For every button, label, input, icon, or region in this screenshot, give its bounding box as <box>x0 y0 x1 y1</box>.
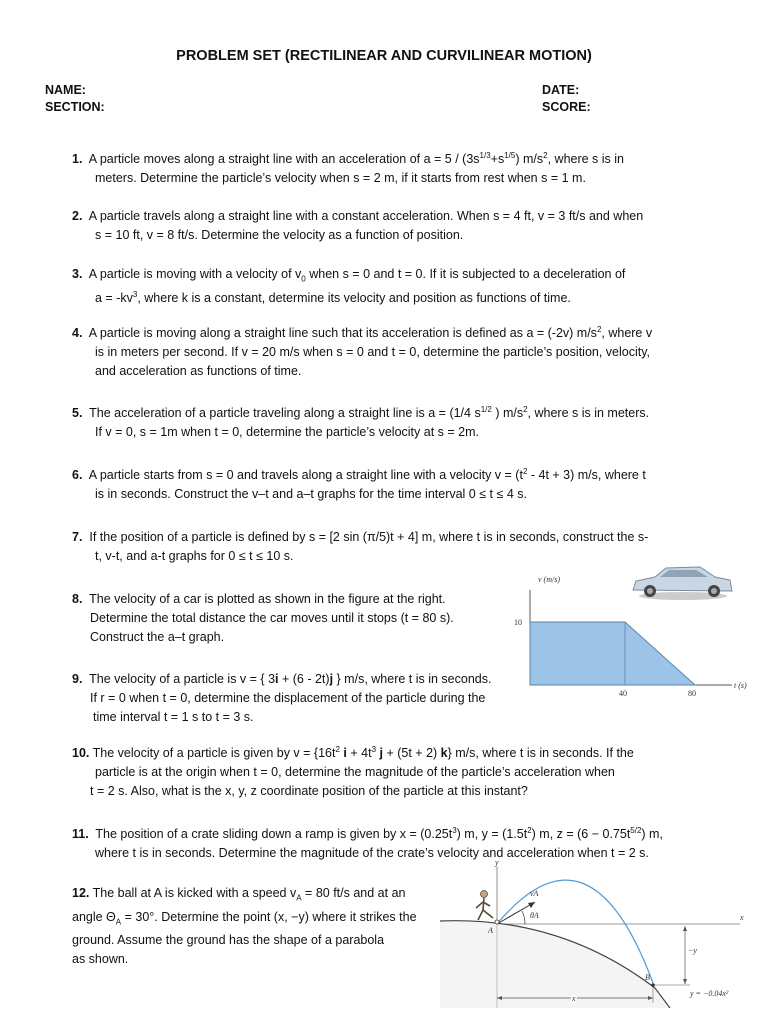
ground-fill <box>440 921 670 1008</box>
problem-7: 7. If the position of a particle is defined by s = [2 sin (π/5)t + 4] m, where t is in seconds, construct the s- t, v-t, and a-t graphs for 0 ≤ t ≤ 10 s. <box>72 530 649 563</box>
t-tick-40: 40 <box>619 689 627 698</box>
thetaA-label: θA <box>530 911 539 920</box>
parabola-equation: y = −0.04x² <box>690 989 729 998</box>
problem-10: 10. The velocity of a particle is given by $v = \{16t^2$ $i + 4t^3$ j + (5t + 2) k} m/s, where t is in seconds. If the particle is at the origin when t = 0, determine the magnitude of the particle’s acceleration when t = 2 s. Also, what is the x, y, z coordinate position of the particle at this instant? <box>72 745 634 798</box>
neg-y-label: −y <box>688 946 697 955</box>
v-axis-label: v (m/s) <box>538 575 560 584</box>
section-label: SECTION: <box>45 100 105 114</box>
date-score-labels <box>542 82 591 116</box>
problem-8: 8. The velocity of a car is plotted as shown in the figure at the right. Determine the total distance the car moves until it stops (t = 80 s). Construct the a–t graph. <box>72 592 454 644</box>
problem-5: 5. The acceleration of a particle traveling along a straight line is a = (1/4 $s^{1/2}$ ) $m/s^2$, where s is in meters. If v = 0, s = 1m when t = 0, determine the particle’s velocity at s = 2m. <box>72 405 650 439</box>
problem-1: 1. A particle moves along a straight line with an acceleration of $a = 5 / (3s^{1/3}+s^{1/5})$ $m/s^2$, where s is in meters. Determine the particle’s velocity when s = 2 m, if it starts from rest when s = 1 m. <box>72 151 625 185</box>
kicker-figure <box>476 891 493 921</box>
ball-icon <box>495 920 499 924</box>
v-tick-10: 10 <box>514 618 522 627</box>
date-label: DATE: <box>542 83 580 97</box>
name-label: NAME: <box>45 83 86 97</box>
point-B-label: B <box>645 973 650 982</box>
x-dimension-label: x <box>572 994 576 1003</box>
problem-9: 9. The velocity of a particle is v = { 3i + (6 - 2t)j } m/s, where t is in seconds. If r = 0 when t = 0, determine the displacement of the particle during the time interval t = 1 s to t = 3 s. <box>72 672 492 724</box>
page-title: PROBLEM SET (RECTILINEAR AND CURVILINEAR MOTION) <box>176 48 592 64</box>
point-B-dot <box>651 983 655 987</box>
problem-4: 4. A particle is moving along a straight line such that its acceleration is defined as a = (-2v) $m/s^2$, where v is in meters per second. If v = 20 m/s when s = 0 and t = 0, determine the particle’s position, velocity, and acceleration as functions of time. <box>72 325 653 378</box>
car-illustration <box>633 567 732 600</box>
problem-11: 11. The position of a crate sliding down a ramp is given by $x = (0.25t^3)$ m, $y = (1.5t^2)$ m, $z = (6 - 0.75t^{5/2})$ m, where t is in seconds. Determine the magnitude of the crate’s velocity and acceleration when t = 2 s. <box>72 826 663 860</box>
projectile-figure <box>440 858 760 1018</box>
problem-2: 2. A particle travels along a straight line with a constant acceleration. When s = 4 ft, v = 3 ft/s and when s = 10 ft, v = 8 ft/s. Determine the velocity as a function of position. <box>72 209 644 242</box>
point-A-label: A <box>488 926 493 935</box>
problem-12: 12. The ball at A is kicked with a speed $v_A = 80$ ft/s and at an angle $\Theta_A = 30^\circ$. Determine the point (x, −y) where it strikes the ground. Assume the ground has the shape of a parabola as shown. <box>72 886 417 966</box>
velocity-area <box>530 622 695 685</box>
problem-6: 6. A particle starts from s = 0 and travels along a straight line with a velocity $v = (t^2 - 4t + 3)$ m/s, where t is in seconds. Construct the v–t and a–t graphs for the time interval 0 ≤ t ≤ 4 s. <box>72 467 646 501</box>
score-label: SCORE: <box>542 100 591 114</box>
y-axis-label: y <box>495 858 499 867</box>
x-axis-label-right: x <box>740 913 744 922</box>
t-tick-80: 80 <box>688 689 696 698</box>
vA-label: vA <box>530 889 539 898</box>
theta-arc <box>522 911 525 924</box>
problem-3: 3. A particle is moving with a velocity of $v_0$ when s = 0 and t = 0. If it is subjected to a deceleration of $a = -kv^3$, where k is a constant, determine its velocity and position as functions of time. <box>72 267 626 305</box>
velocity-time-figure <box>510 560 760 710</box>
name-section-labels <box>45 82 105 116</box>
t-axis-label: t (s) <box>734 681 747 690</box>
